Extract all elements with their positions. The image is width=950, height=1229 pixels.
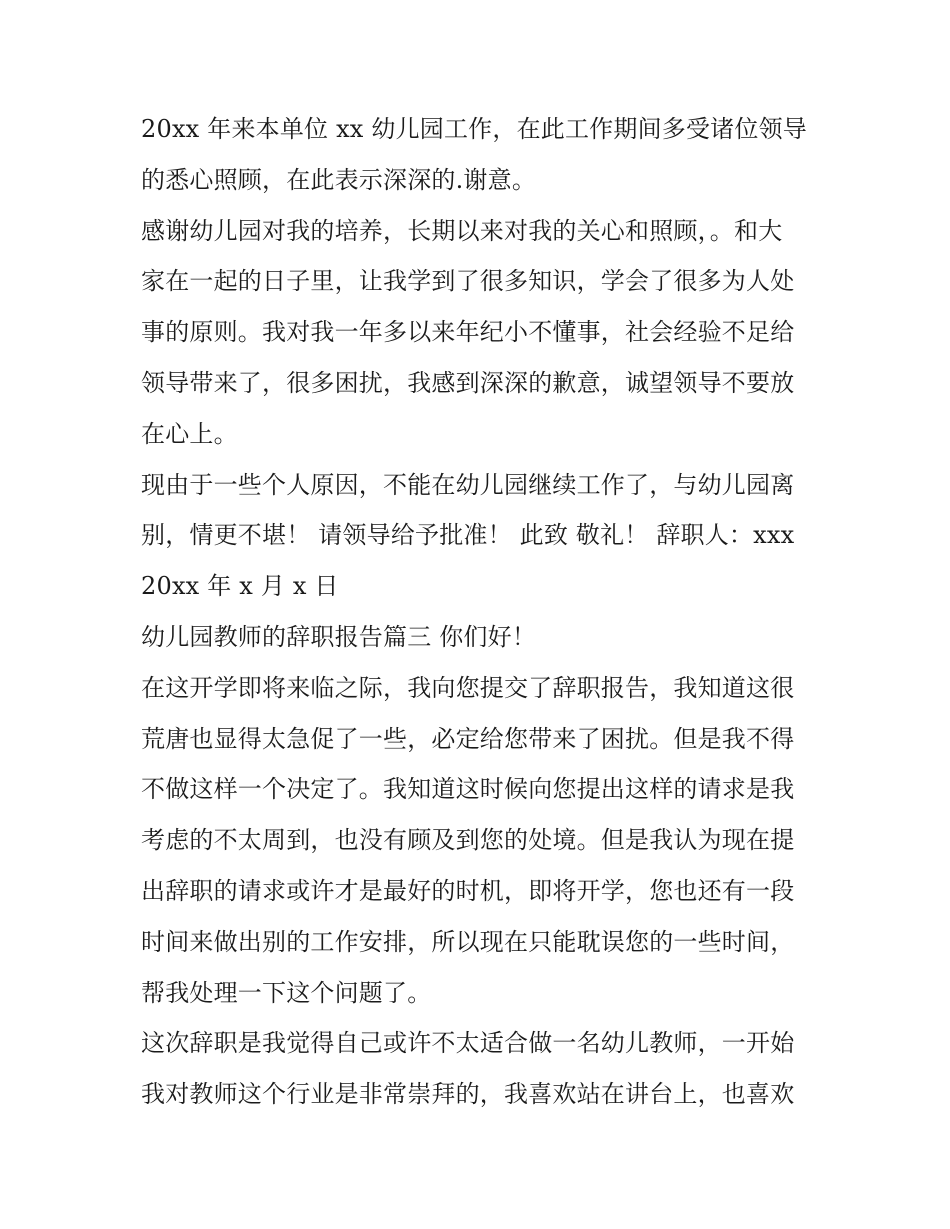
text-line: 考虑的不太周到，也没有顾及到您的处境。但是我认为现在提 — [141, 826, 795, 855]
text-line: 事的原则。我对我一年多以来年纪小不懂事，社会经验不足给 — [141, 318, 795, 347]
text-line: 领导带来了，很多困扰，我感到深深的歉意，诚望领导不要放 — [141, 368, 795, 397]
text-line: 在心上。 — [141, 419, 238, 448]
text-line: 帮我处理一下这个问题了。 — [141, 978, 432, 1007]
text-line: 这次辞职是我觉得自己或许不太适合做一名幼儿教师，一开始 — [141, 1029, 795, 1058]
text-line: 20xx 年来本单位 xx 幼儿园工作，在此工作期间多受诸位领导 — [141, 115, 807, 143]
text-line: 别，情更不堪！ 请领导给予批准！ 此致 敬礼！ 辞职人：xxx — [141, 521, 795, 550]
document-body — [141, 104, 813, 1120]
text-line: 荒唐也显得太急促了一些，必定给您带来了困扰。但是我不得 — [141, 724, 795, 753]
text-line: 的悉心照顾，在此表示深深的.谢意。 — [141, 165, 537, 194]
date-line: 20xx 年 x 月 x 日 — [141, 572, 339, 601]
text-line: 我对教师这个行业是非常崇拜的，我喜欢站在讲台上，也喜欢 — [141, 1080, 795, 1109]
text-line: 时间来做出别的工作安排，所以现在只能耽误您的一些时间， — [141, 927, 795, 956]
text-line: 不做这样一个决定了。我知道这时候向您提出这样的请求是我 — [141, 775, 795, 804]
text-line: 家在一起的日子里，让我学到了很多知识，学会了很多为人处 — [141, 267, 795, 296]
text-line: 出辞职的请求或许才是最好的时机，即将开学，您也还有一段 — [141, 876, 795, 905]
section-heading: 幼儿园教师的辞职报告篇三 你们好！ — [141, 622, 537, 651]
text-line: 感谢幼儿园对我的培养，长期以来对我的关心和照顾，。和大 — [141, 216, 783, 245]
text-line: 现由于一些个人原因，不能在幼儿园继续工作了，与幼儿园离 — [141, 470, 795, 499]
text-line: 在这开学即将来临之际，我向您提交了辞职报告，我知道这很 — [141, 673, 795, 702]
